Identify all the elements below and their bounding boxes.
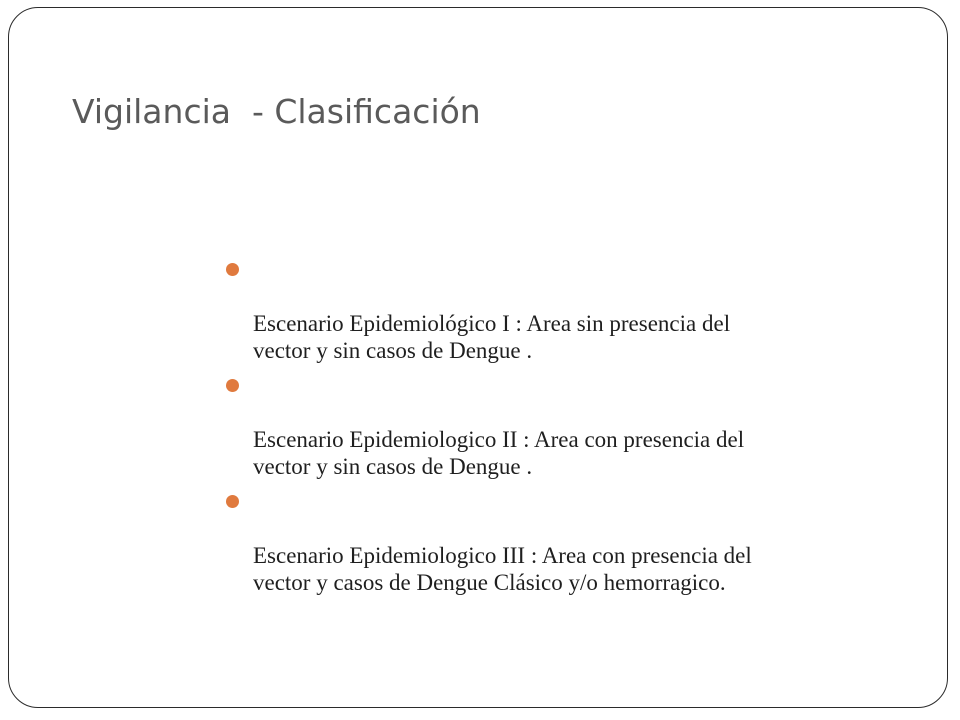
slide-title: Vigilancia - Clasificación xyxy=(72,92,481,131)
bullet-text: Escenario Epidemiologico II : Area con presencia del vector y sin casos de Dengue . xyxy=(253,427,745,479)
slide-frame xyxy=(8,7,948,708)
bullet-item xyxy=(224,256,884,364)
circle-bullet-icon xyxy=(226,263,239,276)
bullet-text: Escenario Epidemiológico I : Area sin presencia del vector y sin casos de Dengue . xyxy=(253,311,731,363)
circle-bullet-icon xyxy=(226,495,239,508)
bullet-item xyxy=(224,372,884,480)
bullet-text: Escenario Epidemiologico III : Area con presencia del vector y casos de Dengue Clásico y/o hemorragico. xyxy=(253,543,752,595)
bullet-item xyxy=(224,488,884,596)
circle-bullet-icon xyxy=(226,379,239,392)
bullet-list xyxy=(224,256,884,604)
